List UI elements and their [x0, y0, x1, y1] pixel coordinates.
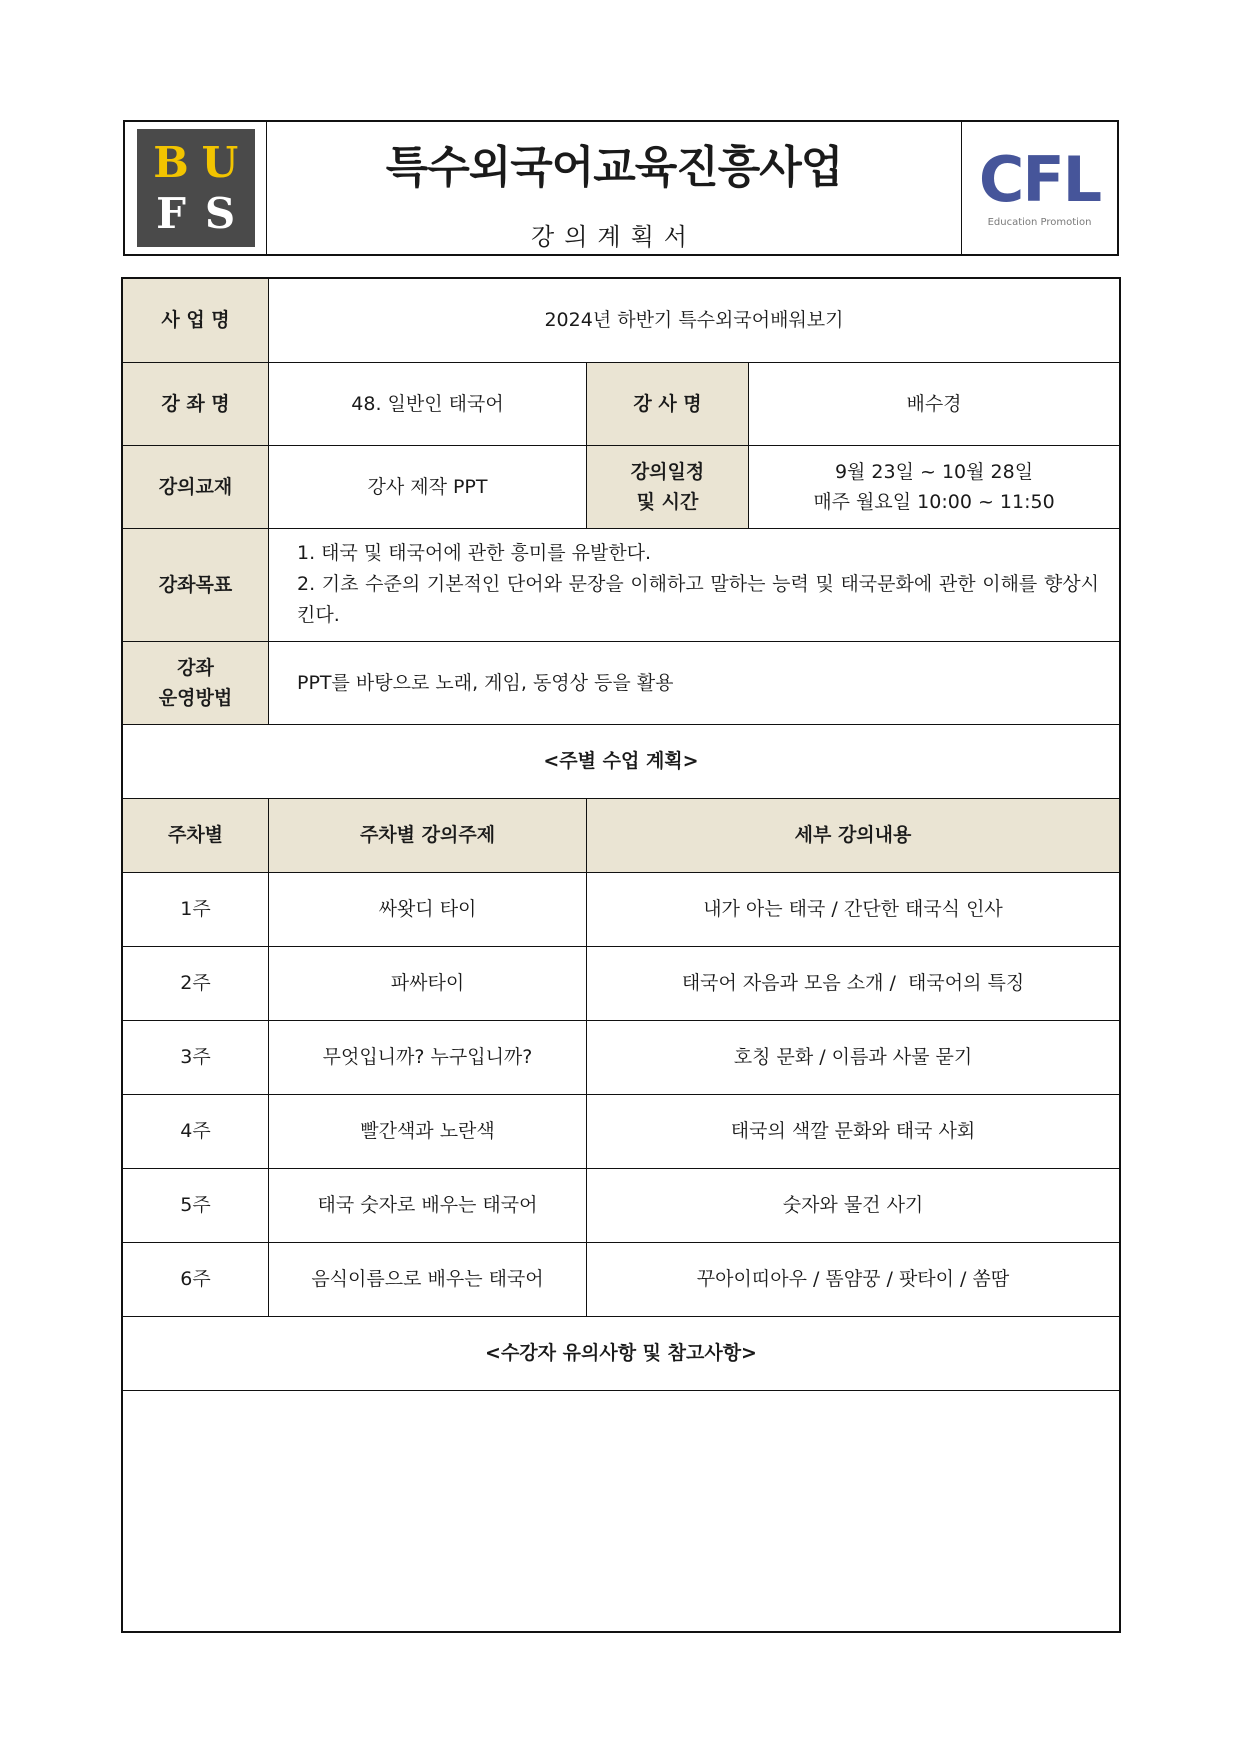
col-week-header: 주차별: [123, 799, 269, 872]
table-row-topic: 싸왓디 타이: [269, 873, 587, 946]
table-row-topic: 파싸타이: [269, 947, 587, 1020]
bufs-logo-cell: [125, 122, 267, 254]
table-row-detail: 꾸아이띠아우 / 똠얌꿍 / 팟타이 / 쏨땀: [696, 1268, 1010, 1291]
bufs-letter-s: S: [204, 188, 236, 238]
weekly-plan-title: <주별 수업 계획>: [543, 750, 699, 773]
goal-value: [269, 529, 1119, 641]
course-plan-table: [121, 277, 1121, 1633]
schedule-weekly-time: 매주 월요일 10:00 ~ 11:50: [813, 491, 1055, 513]
course-label: 강 좌 명: [123, 363, 269, 445]
col-detail-header: 세부 강의내용: [587, 799, 1119, 872]
bufs-letter-u: U: [201, 137, 239, 187]
table-row-week: 6주: [123, 1243, 269, 1316]
method-label: [123, 642, 269, 724]
cfl-logo: [978, 142, 1101, 228]
schedule-label-line2: 및 시간: [636, 491, 699, 513]
cfl-logo-text: CFL: [978, 142, 1101, 216]
goal-item-1: 1. 태국 및 태국어에 관한 흥미를 유발한다.: [297, 542, 652, 564]
bufs-logo: [137, 129, 255, 247]
material-value: 강사 제작 PPT: [269, 446, 587, 528]
instructor-label: 강 사 명: [587, 363, 749, 445]
table-row-topic: 빨간색과 노란색: [269, 1095, 587, 1168]
table-row-detail: 내가 아는 태국 / 간단한 태국식 인사: [703, 898, 1003, 921]
schedule-date-range: 9월 23일 ~ 10월 28일: [834, 460, 1034, 483]
bufs-letter-f: F: [156, 188, 186, 238]
table-row-topic: 무엇입니까? 누구입니까?: [269, 1021, 587, 1094]
table-row-week: 2주: [123, 947, 269, 1020]
notes-title: <수강자 유의사항 및 참고사항>: [485, 1342, 757, 1365]
course-value: 48. 일반인 태국어: [269, 363, 587, 445]
method-label-line1: 강좌: [177, 656, 214, 679]
cfl-logo-cell: [961, 122, 1117, 254]
table-row-topic: 음식이름으로 배우는 태국어: [269, 1243, 587, 1316]
notes-content: [123, 1391, 1119, 1631]
page-title: 특수외국어교육진흥사업: [385, 141, 843, 193]
goal-label: 강좌목표: [123, 529, 269, 641]
schedule-label-line1: 강의일정: [630, 460, 705, 483]
project-value: 2024년 하반기 특수외국어배워보기: [544, 309, 844, 332]
material-label: 강의교재: [123, 446, 269, 528]
table-row-week: 4주: [123, 1095, 269, 1168]
table-row-topic: 태국 숫자로 배우는 태국어: [269, 1169, 587, 1242]
schedule-value: [749, 446, 1119, 528]
cfl-logo-subtext: Education Promotion: [987, 216, 1092, 228]
table-row-detail: 숫자와 물건 사기: [782, 1194, 924, 1217]
header-title-cell: [267, 122, 961, 254]
instructor-value: 배수경: [906, 392, 962, 415]
method-label-line2: 운영방법: [158, 687, 233, 709]
table-row-detail: 태국어 자음과 모음 소개 / 태국어의 특징: [681, 972, 1025, 995]
method-value: PPT를 바탕으로 노래, 게임, 동영상 등을 활용: [297, 671, 674, 694]
table-row-week: 5주: [123, 1169, 269, 1242]
document-header: [123, 120, 1119, 256]
col-topic-header: 주차별 강의주제: [269, 799, 587, 872]
schedule-label: [587, 446, 749, 528]
table-row-detail: 태국의 색깔 문화와 태국 사회: [730, 1120, 976, 1143]
page-subtitle: 강의계획서: [531, 222, 697, 251]
table-row-detail: 호칭 문화 / 이름과 사물 묻기: [733, 1046, 973, 1069]
project-label: 사 업 명: [123, 279, 269, 362]
bufs-letter-b: B: [153, 137, 189, 187]
table-row-week: 1주: [123, 873, 269, 946]
goal-item-2: 2. 기초 수준의 기본적인 단어와 문장을 이해하고 말하는 능력 및 태국문화에 관한 이해를 향상시킨다.: [297, 572, 1099, 626]
table-row-week: 3주: [123, 1021, 269, 1094]
